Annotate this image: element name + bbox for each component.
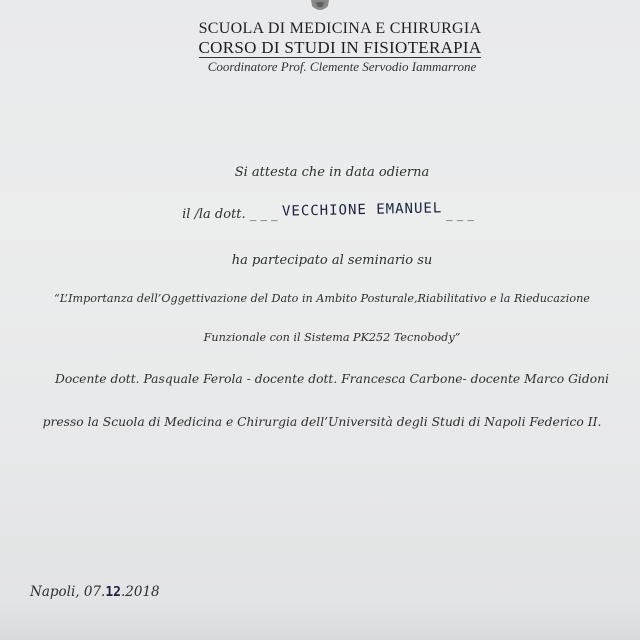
recipient-leading-dashes: _ _ _ — [249, 207, 278, 222]
date-month-handwritten: 12 — [105, 585, 121, 600]
place-line: presso la Scuola di Medicina e Chirurgia dell’Università degli Studi di Napoli Federico II. — [42, 415, 602, 429]
paper-shadow — [0, 600, 640, 640]
recipient-prefix: il /la dott. — [182, 207, 246, 222]
seminar-title-line-1: “L’Importanza dell’Oggettivazione del Dato in Ambito Posturale,Riabilitativo e la Rieducazione — [54, 292, 590, 305]
university-crest-icon — [309, 0, 331, 14]
teachers-line: Docente dott. Pasquale Ferola - docente dott. Francesca Carbone- docente Marco Gidoni — [55, 372, 609, 386]
date-prefix: Napoli, 07. — [30, 584, 106, 600]
date-line — [30, 584, 160, 600]
seminar-line: ha partecipato al seminario su — [231, 253, 433, 268]
recipient-name-handwritten: VECCHIONE EMANUEL — [281, 200, 443, 220]
recipient-trailing-dashes: _ _ _ — [446, 207, 474, 222]
coordinator-line: Coordinatore Prof. Clemente Servodio Iammarrone — [207, 59, 477, 74]
seminar-title-line-2: Funzionale con il Sistema PK252 Tecnobody” — [203, 331, 461, 344]
course-name: CORSO DI STUDI IN FISIOTERAPIA — [198, 38, 482, 57]
date-suffix: .2018 — [120, 584, 160, 600]
school-name: SCUOLA DI MEDICINA E CHIRURGIA — [198, 20, 482, 37]
attest-line: Si attesta che in data odierna — [234, 165, 430, 180]
recipient-line — [8, 200, 640, 222]
